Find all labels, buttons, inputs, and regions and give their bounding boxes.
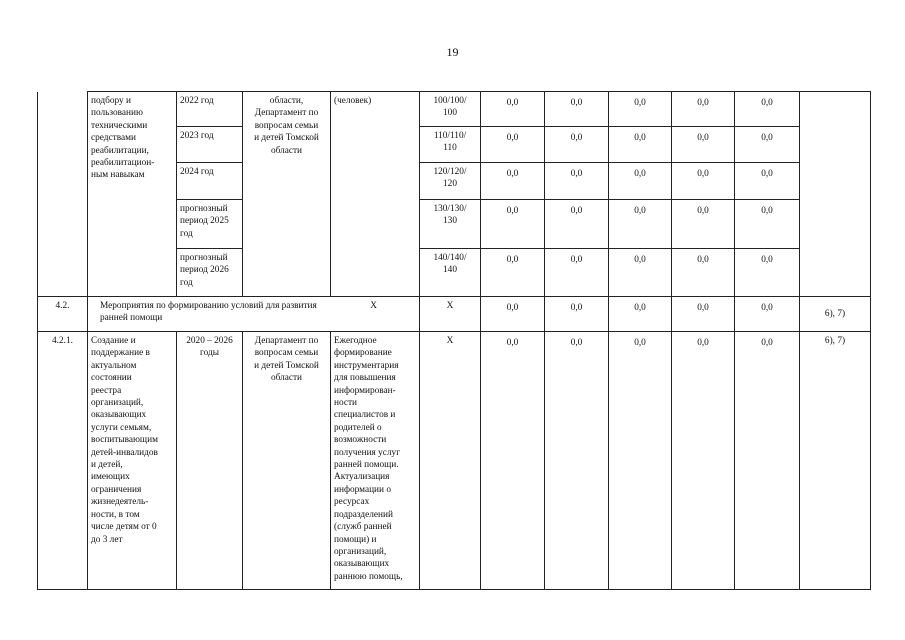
period-cell: 2020 – 2026 годы: [177, 332, 243, 590]
value-cell: 0,0: [672, 297, 735, 332]
program-table: [37, 91, 871, 590]
period-cell: 2023 год: [177, 127, 243, 163]
value-cell: 0,0: [735, 92, 800, 127]
indicator-cell: Ежегодное формирование инструментария для повышения информирован- ности специалистов и родителей о возможности получения услуг ранней помощи. Актуализация информации о ресурсах подразделений (служб ранней помощи) и организаций, оказывающих раннюю помощь,: [331, 332, 420, 590]
value-cell: 0,0: [735, 332, 800, 590]
value-cell: 0,0: [609, 200, 672, 249]
table-row: [38, 332, 871, 590]
value-cell: 0,0: [481, 249, 545, 297]
value-cell: 0,0: [672, 127, 735, 163]
value-cell: 0,0: [672, 163, 735, 200]
value-cell: 0,0: [481, 200, 545, 249]
value-cell: 0,0: [545, 332, 609, 590]
indicator-cell: (человек): [331, 92, 420, 297]
target-cell: 120/120/ 120: [420, 163, 481, 200]
table-row: [38, 92, 871, 127]
target-cell: 110/110/ 110: [420, 127, 481, 163]
value-cell: 0,0: [735, 297, 800, 332]
value-cell: 0,0: [609, 92, 672, 127]
row-number-cell: [38, 92, 88, 297]
value-cell: 0,0: [609, 127, 672, 163]
period-cell: прогнозный период 2025 год: [177, 200, 243, 249]
value-cell: 0,0: [672, 200, 735, 249]
value-cell: 0,0: [609, 249, 672, 297]
value-cell: 0,0: [481, 332, 545, 590]
value-cell: 0,0: [735, 127, 800, 163]
period-cell: 2022 год: [177, 92, 243, 127]
value-cell: 0,0: [545, 249, 609, 297]
period-cell: прогнозный период 2026 год: [177, 249, 243, 297]
page-number: 19: [446, 45, 459, 59]
target-cell: 140/140/ 140: [420, 249, 481, 297]
note-cell: 6), 7): [800, 297, 871, 332]
value-cell: 0,0: [735, 163, 800, 200]
value-cell: 0,0: [545, 297, 609, 332]
target-cell: 100/100/ 100: [420, 92, 481, 127]
executor-cell: Департамент по вопросам семьи и детей Томской области: [243, 332, 331, 590]
value-cell: 0,0: [609, 332, 672, 590]
table-row: [38, 297, 871, 332]
section-title-cell: Мероприятия по формированию условий для развития ранней помощи Х: [88, 297, 420, 332]
value-cell: 0,0: [481, 92, 545, 127]
indicator-mark: Х: [370, 301, 377, 311]
value-cell: 0,0: [545, 163, 609, 200]
value-cell: 0,0: [672, 332, 735, 590]
value-cell: 0,0: [481, 163, 545, 200]
value-cell: 0,0: [672, 92, 735, 127]
executor-cell: области, Департамент по вопросам семьи и детей Томской области: [243, 92, 331, 297]
period-cell: 2024 год: [177, 163, 243, 200]
value-cell: 0,0: [545, 92, 609, 127]
row-number-cell: 4.2.1.: [38, 332, 88, 590]
target-cell: Х: [420, 297, 481, 332]
target-cell: 130/130/ 130: [420, 200, 481, 249]
value-cell: 0,0: [609, 297, 672, 332]
value-cell: 0,0: [545, 200, 609, 249]
value-cell: 0,0: [545, 127, 609, 163]
row-number-cell: 4.2.: [38, 297, 88, 332]
value-cell: 0,0: [672, 249, 735, 297]
value-cell: 0,0: [481, 127, 545, 163]
note-cell: [800, 92, 871, 297]
event-name-cell: Создание и поддержание в актуальном состоянии реестра организаций, оказывающих услуги семьям, воспитывающим детей-инвалидов и детей, имеющих ограничения жизнедеятель- ности, в том числе детям от 0 до 3 лет: [88, 332, 177, 590]
value-cell: 0,0: [481, 297, 545, 332]
event-name-cell: подбору и пользованию техническими средствами реабилитации, реабилитацион- ным навыкам: [88, 92, 177, 297]
value-cell: 0,0: [609, 163, 672, 200]
note-cell: 6), 7): [800, 332, 871, 590]
target-cell: Х: [420, 332, 481, 590]
value-cell: 0,0: [735, 200, 800, 249]
value-cell: 0,0: [735, 249, 800, 297]
